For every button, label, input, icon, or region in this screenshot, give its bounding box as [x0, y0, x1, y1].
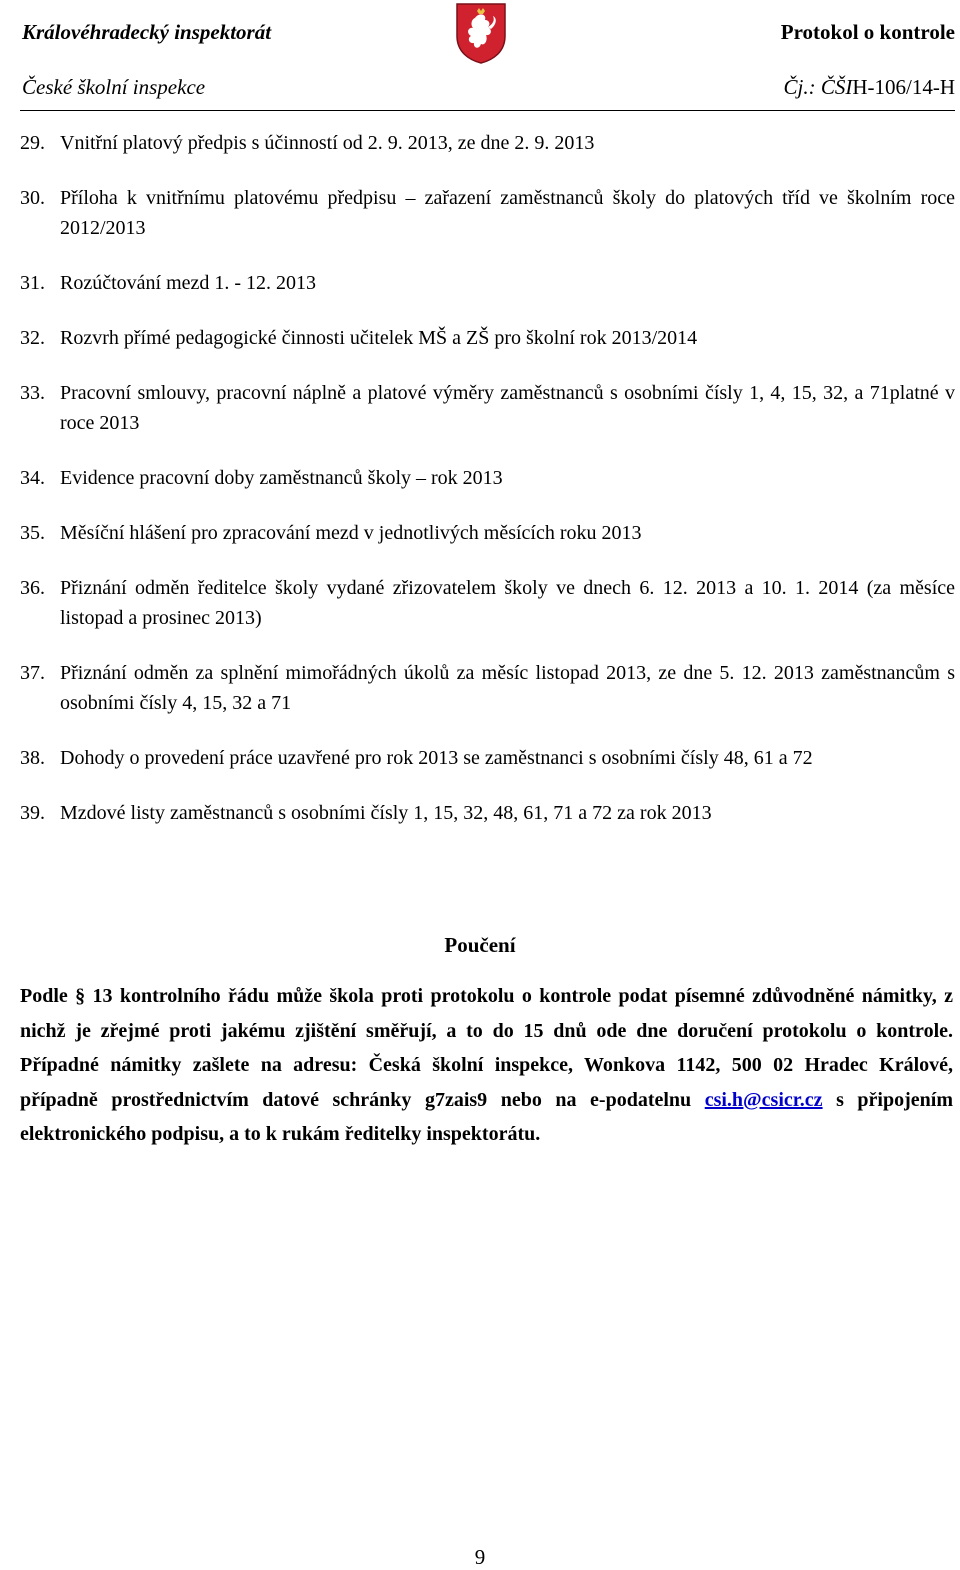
item-text: Mzdové listy zaměstnanců s osobními čísly 1, 15, 32, 48, 61, 71 a 72 za rok 2013 [60, 802, 712, 824]
organization-name: České školní inspekce [22, 75, 206, 99]
inspectorate-name: Královéhradecký inspektorát [22, 20, 272, 44]
item-number: 32. [20, 327, 45, 349]
item-text: Přiznání odměn ředitelce školy vydané zřizovatelem školy ve dnech 6. 12. 2013 a 10. 1. 2014 (za měsíce listopad a prosinec 2013) [60, 577, 955, 629]
item-text: Vnitřní platový předpis s účinností od 2. 9. 2013, ze dne 2. 9. 2013 [60, 132, 595, 154]
item-text: Měsíční hlášení pro zpracování mezd v jednotlivých měsících roku 2013 [60, 522, 642, 544]
item-text: Rozúčtování mezd 1. - 12. 2013 [60, 272, 317, 294]
document-type: Protokol o kontrole [780, 20, 955, 44]
list-item [20, 743, 955, 773]
list-item [20, 518, 955, 548]
list-item [20, 268, 955, 298]
list-item [20, 378, 955, 438]
item-text: Příloha k vnitřnímu platovému předpisu – zařazení zaměstnanců školy do platových tříd ve školním roce 2012/2013 [60, 187, 955, 239]
reference-suffix: H-106/14-H [852, 75, 955, 99]
item-number: 30. [20, 187, 45, 209]
instructions-text: Podle § 13 kontrolního řádu může škola proti protokolu o kontrole podat písemné zdůvodněné námitky, z nichž je zřejmé proti jakému zjištění směřují, a to do 15 dnů ode dne doručení protokolu o kontrole. Případné námitky zašlete na adresu: Česká školní inspekce, Wonkova 1142, 500 02 Hradec Králové, případně prostřednictvím datové schránky g7zais9 nebo na e-podatelnu [20, 985, 953, 1111]
header-divider [20, 110, 955, 111]
page-header [0, 0, 960, 110]
item-text: Pracovní smlouvy, pracovní náplně a platové výměry zaměstnanců s osobními čísly 1, 4, 15, 32, a 71platné v roce 2013 [60, 382, 955, 434]
instructions-heading: Poučení [444, 933, 516, 957]
item-number: 36. [20, 577, 45, 599]
list-item [20, 658, 955, 718]
list-item [20, 463, 955, 493]
item-number: 37. [20, 662, 45, 684]
email-link[interactable]: csi.h@csicr.cz [704, 1088, 823, 1111]
list-item [20, 128, 955, 158]
document-list [20, 128, 955, 853]
item-number: 33. [20, 382, 45, 404]
page-number: 9 [474, 1545, 486, 1569]
coat-of-arms-icon [455, 2, 507, 64]
instructions-paragraph [20, 979, 953, 1152]
instructions-text-end: s připojením elektronického podpisu, a to k rukám ředitelky inspektorátu. [20, 1088, 953, 1145]
item-text: Dohody o provedení práce uzavřené pro rok 2013 se zaměstnanci s osobními čísly 48, 61 a 72 [60, 747, 813, 769]
item-text: Rozvrh přímé pedagogické činnosti učitelek MŠ a ZŠ pro školní rok 2013/2014 [60, 327, 698, 349]
item-number: 39. [20, 802, 45, 824]
list-item [20, 183, 955, 243]
item-number: 29. [20, 132, 45, 154]
item-number: 34. [20, 467, 45, 489]
item-text: Přiznání odměn za splnění mimořádných úkolů za měsíc listopad 2013, ze dne 5. 12. 2013 zaměstnancům s osobními čísly 4, 15, 32 a 71 [60, 662, 955, 714]
item-number: 38. [20, 747, 45, 769]
reference-prefix: Čj.: ČŠI [783, 75, 853, 99]
list-item [20, 798, 955, 828]
item-text: Evidence pracovní doby zaměstnanců školy – rok 2013 [60, 467, 503, 489]
item-number: 35. [20, 522, 45, 544]
list-item [20, 573, 955, 633]
reference-number [784, 75, 956, 100]
list-item [20, 323, 955, 353]
item-number: 31. [20, 272, 45, 294]
